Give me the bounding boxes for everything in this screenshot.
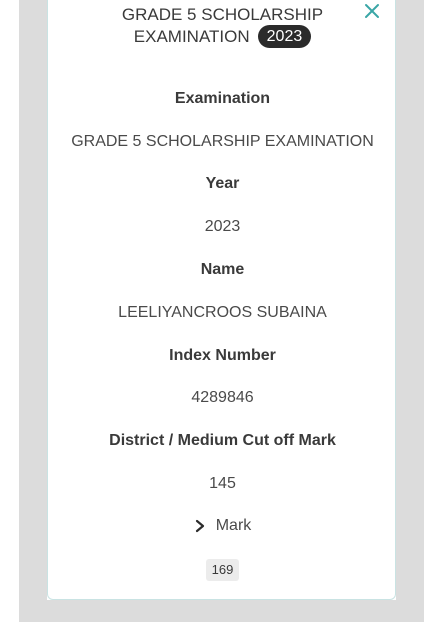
close-icon[interactable] <box>363 2 381 20</box>
title-line-1: GRADE 5 SCHOLARSHIP <box>121 5 324 24</box>
examination-value: GRADE 5 SCHOLARSHIP EXAMINATION <box>71 133 374 150</box>
index-number-value: 4289846 <box>191 389 254 406</box>
mark-value-wrap <box>48 559 397 581</box>
overlay-right <box>396 0 424 622</box>
overlay-bottom <box>19 600 424 622</box>
year-value: 2023 <box>204 218 241 235</box>
mark-toggle[interactable] <box>48 517 397 535</box>
overlay-left <box>19 0 47 622</box>
year-badge: 2023 <box>258 25 312 48</box>
cutoff-mark-label: District / Medium Cut off Mark <box>109 432 336 449</box>
title-line-2-wrap <box>134 25 311 48</box>
year-label: Year <box>205 175 240 192</box>
left-gutter <box>0 0 19 622</box>
title-line-2: EXAMINATION <box>133 27 250 46</box>
result-modal <box>47 0 396 600</box>
modal-title <box>48 4 397 48</box>
index-number-label: Index Number <box>169 347 276 364</box>
name-label: Name <box>200 261 245 278</box>
chevron-right-icon <box>194 519 206 533</box>
examination-label: Examination <box>174 90 271 107</box>
cutoff-mark-value: 145 <box>209 475 236 492</box>
mark-value-badge: 169 <box>206 559 240 581</box>
mark-toggle-label: Mark <box>215 517 252 534</box>
name-value: LEELIYANCROOS SUBAINA <box>118 304 327 321</box>
